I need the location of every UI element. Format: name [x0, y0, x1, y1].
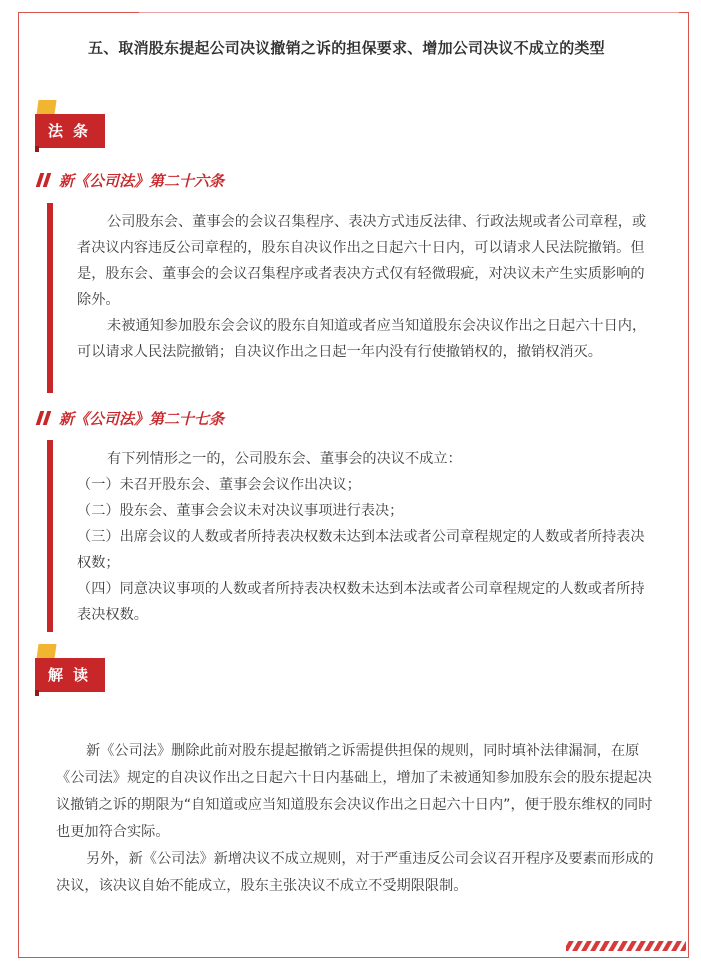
- article-27-item-4: （四）同意决议事项的人数或者所持表决权数未达到本法或者公司章程规定的人数或者所持表决权数。: [77, 581, 645, 623]
- article-27-item-2: （二）股东会、董事会会议未对决议事项进行表决；: [77, 503, 404, 519]
- article-27-item-3: （三）出席会议的人数或者所持表决权数未达到本法或者公司章程规定的人数或者所持表决权数；: [77, 529, 645, 571]
- interpretation-body: [56, 738, 661, 900]
- quote-bar: [47, 203, 53, 393]
- interpretation-badge: [35, 644, 105, 688]
- slash-icon: [43, 411, 52, 425]
- slash-icon: [43, 173, 52, 187]
- interpretation-para-2: 另外，新《公司法》新增决议不成立规则，对于严重违反公司会议召开程序及要素而形成的决议，该决议自始不能成立，股东主张决议不成立不受期限限制。: [56, 851, 654, 894]
- article-27-item-1: （一）未召开股东会、董事会会议作出决议；: [77, 477, 361, 493]
- article-27-heading: 新《公司法》第二十七条: [38, 408, 224, 429]
- decorative-stripes: [566, 941, 686, 951]
- interpretation-badge-label: 解读: [35, 658, 105, 692]
- interpretation-para-1: 新《公司法》删除此前对股东提起撤销之诉需提供担保的规则，同时填补法律漏洞，在原《公司法》规定的自决议作出之日起六十日内基础上，增加了未被通知参加股东会的股东提起决议撤销之诉的期限为“自知道或应当知道股东会决议作出之日起六十日内”，便于股东维权的同时也更加符合实际。: [56, 743, 653, 840]
- article-26-para-2: 未被通知参加股东会会议的股东自知道或者应当知道股东会决议作出之日起六十日内，可以请求人民法院撤销；自决议作出之日起一年内没有行使撤销权的，撤销权消灭。: [77, 318, 647, 360]
- law-badge-label: 法条: [35, 114, 105, 148]
- article-26-body: [77, 209, 657, 365]
- article-26-para-1: 公司股东会、董事会的会议召集程序、表决方式违反法律、行政法规或者公司章程，或者决议内容违反公司章程的，股东自决议作出之日起六十日内，可以请求人民法院撤销。但是，股东会、董事会的会议召集程序或者表决方式仅有轻微瑕疵，对决议未产生实质影响的除外。: [77, 214, 647, 308]
- section-title: 五、取消股东提起公司决议撤销之诉的担保要求、增加公司决议不成立的类型: [88, 39, 605, 57]
- article-27-intro: 有下列情形之一的，公司股东会、董事会的决议不成立：: [107, 451, 462, 467]
- quote-bar: [47, 440, 53, 632]
- article-26-heading: 新《公司法》第二十六条: [38, 170, 224, 191]
- law-badge: [35, 100, 105, 144]
- article-27-body: [77, 446, 657, 628]
